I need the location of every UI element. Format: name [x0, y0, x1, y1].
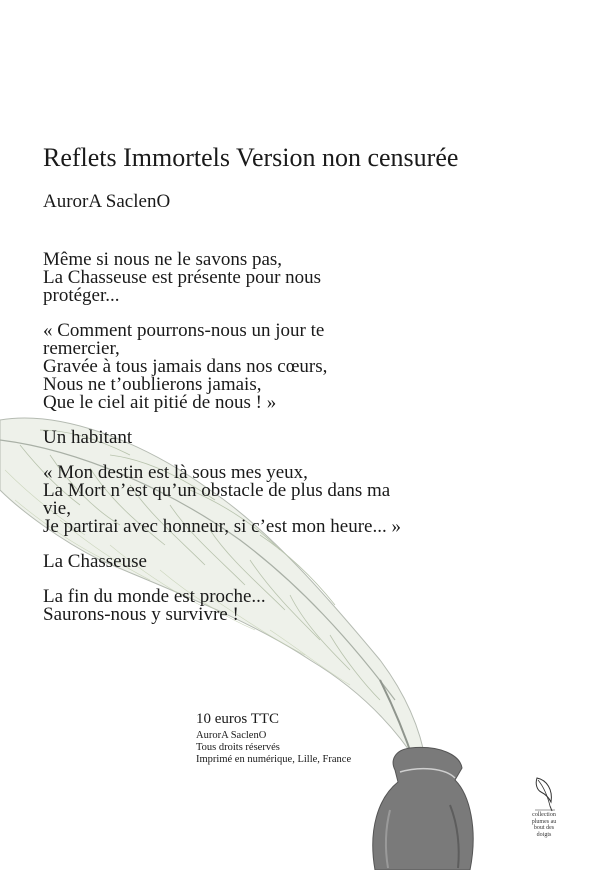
stanza — [43, 322, 463, 412]
collection-line: plumes au — [531, 818, 557, 825]
imprint-rights: Tous droits réservés — [196, 742, 280, 753]
stanza — [43, 464, 463, 536]
verse-line: Gravée à tous jamais dans nos cœurs, — [43, 356, 328, 377]
book-author: AurorA SaclenO — [43, 191, 171, 212]
imprint-block — [196, 711, 351, 766]
price: 10 euros TTC — [196, 711, 280, 727]
verse-line: vie, — [43, 498, 71, 519]
verse-line: Même si nous ne le savons pas, — [43, 249, 283, 270]
verse-line: La fin du monde est proche... — [43, 586, 266, 607]
verse-line: Nous ne t’oublierons jamais, — [43, 374, 262, 395]
back-cover-excerpt — [43, 251, 463, 641]
stanza-attribution — [43, 553, 463, 571]
stanza-attribution — [43, 429, 463, 447]
attribution-line: Un habitant — [43, 427, 133, 448]
verse-line: « Mon destin est là sous mes yeux, — [43, 462, 308, 483]
collection-line: doigts — [536, 831, 552, 838]
verse-line: La Chasseuse est présente pour nous — [43, 267, 322, 288]
imprint-author: AurorA SaclenO — [196, 730, 267, 741]
verse-line: « Comment pourrons-nous un jour te — [43, 320, 325, 341]
verse-line: Que le ciel ait pitié de nous ! » — [43, 392, 277, 413]
attribution-line: La Chasseuse — [43, 551, 147, 572]
verse-line: remercier, — [43, 338, 120, 359]
stanza — [43, 251, 463, 305]
book-title: Reflets Immortels Version non censurée — [43, 143, 459, 172]
verse-line: protéger... — [43, 285, 120, 306]
verse-line: Je partirai avec honneur, si c’est mon heure... » — [43, 516, 401, 537]
verse-line: La Mort n’est qu’un obstacle de plus dans ma — [43, 480, 391, 501]
collection-line: collection — [532, 812, 556, 818]
collection-logo — [524, 776, 564, 856]
collection-line: bout des — [533, 825, 555, 831]
imprint-printed: Imprimé en numérique, Lille, France — [196, 754, 352, 765]
quill-icon — [531, 776, 557, 812]
inkwell-icon — [373, 747, 473, 870]
stanza — [43, 588, 463, 624]
verse-line: Saurons-nous y survivre ! — [43, 604, 239, 625]
